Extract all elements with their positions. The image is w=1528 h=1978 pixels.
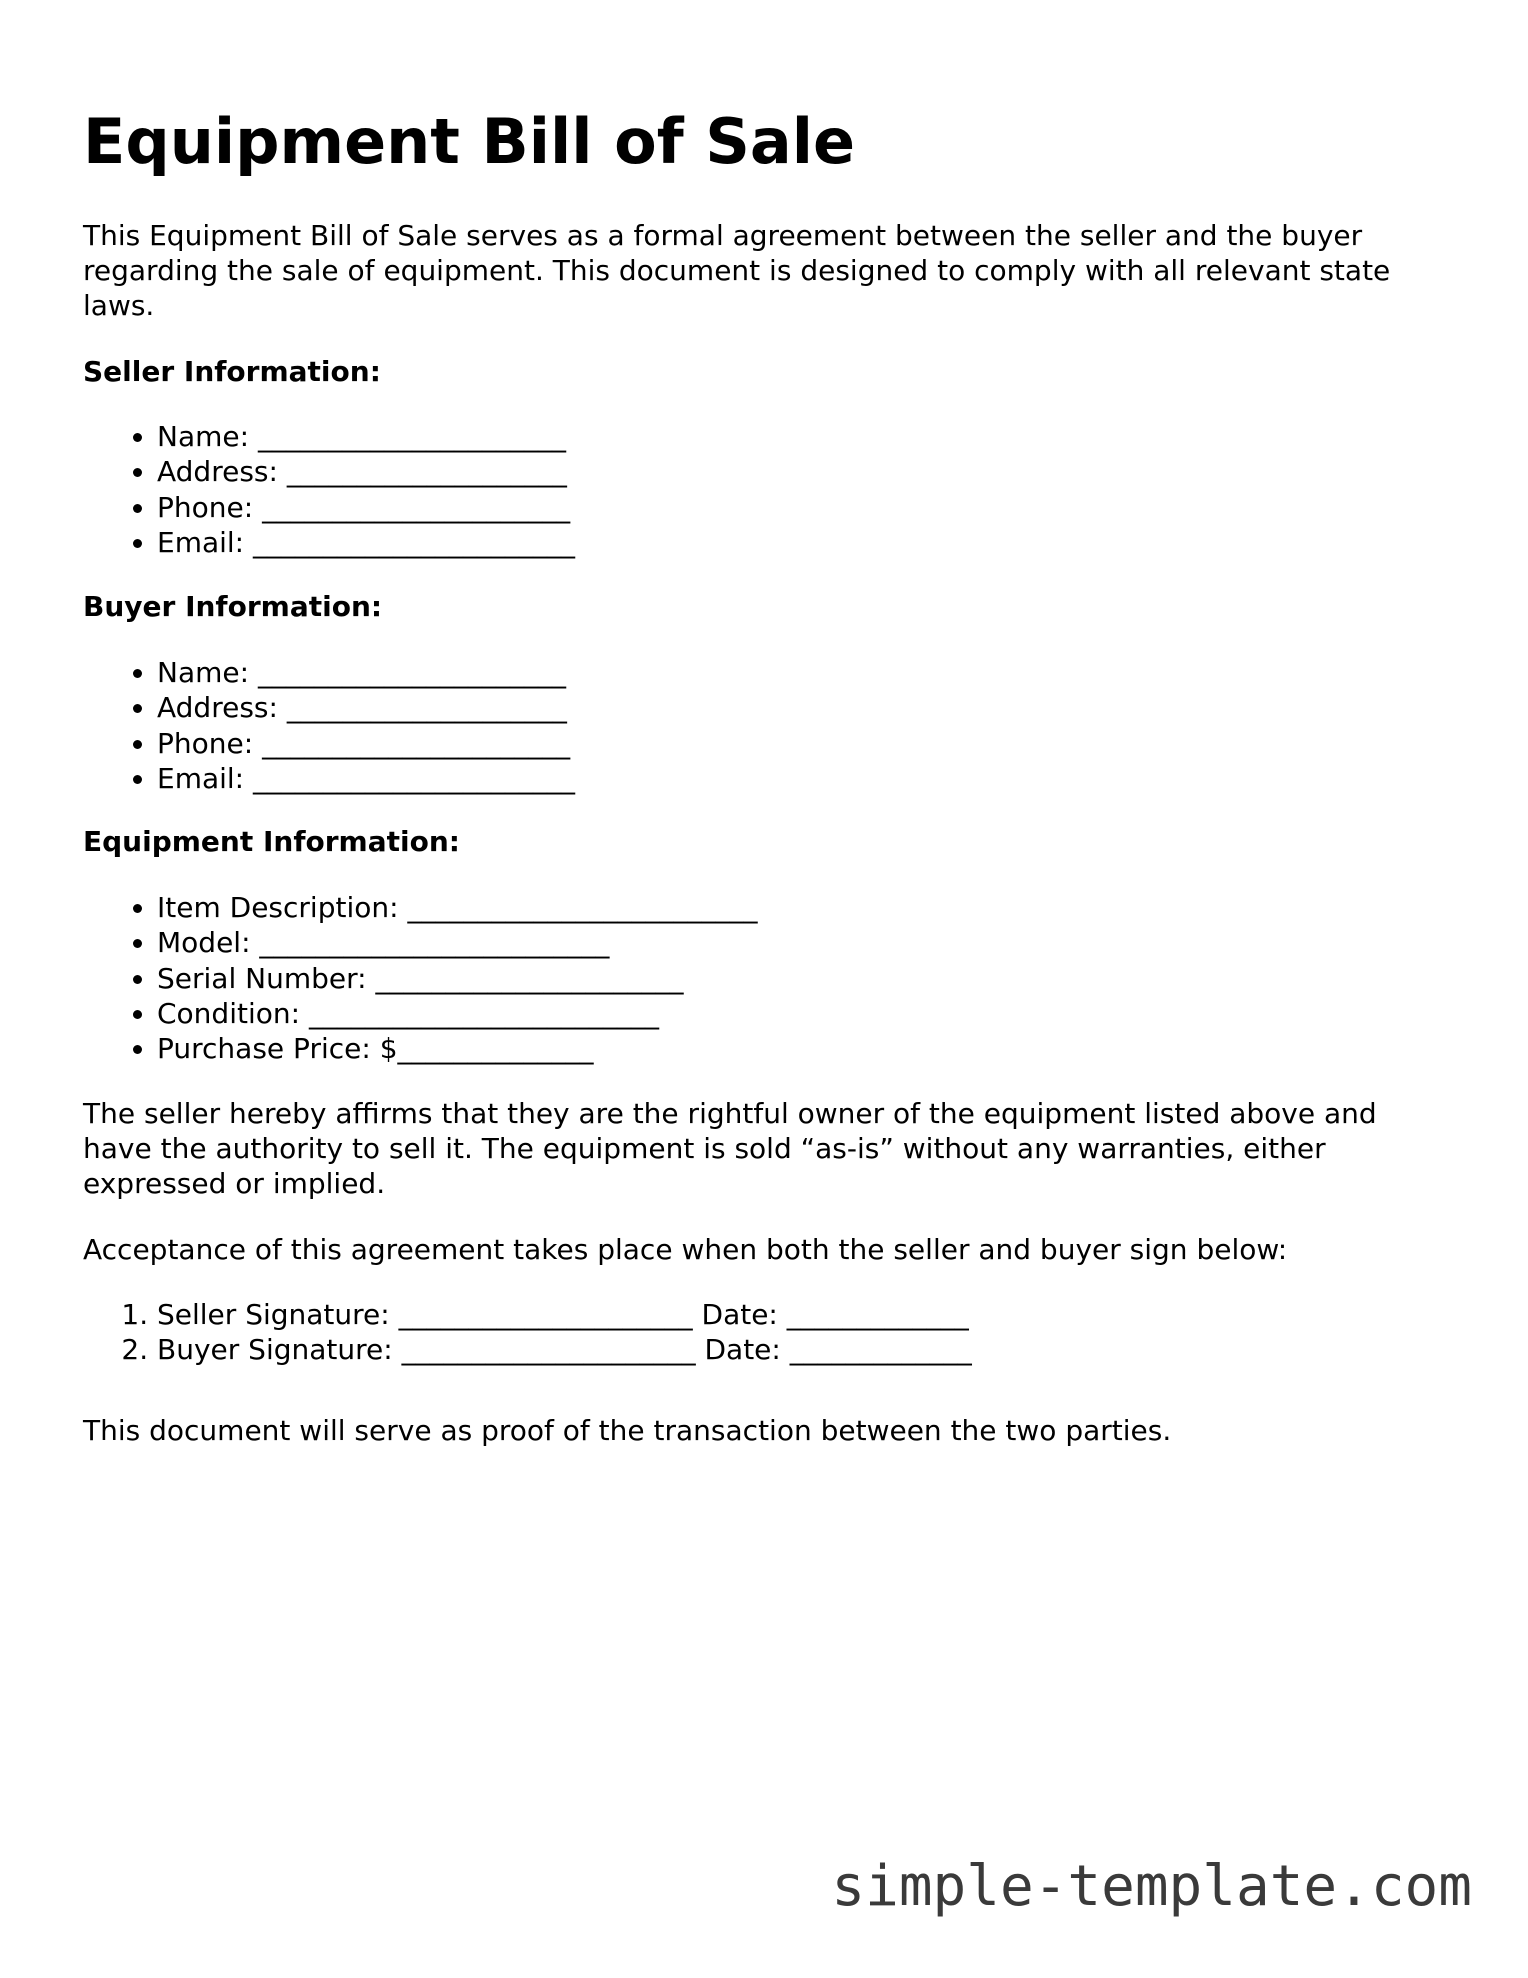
seller-email-field[interactable]: • Email: _______________________ [157,525,1527,560]
buyer-address-field[interactable]: • Address: ____________________ [157,690,1527,725]
document-title: Equipment Bill of Sale [83,105,856,178]
seller-list [83,419,1527,560]
condition-field[interactable]: • Condition: _________________________ [157,996,1527,1031]
acceptance-paragraph: Acceptance of this agreement takes place when both the seller and buyer sign below: [83,1233,1288,1266]
buyer-list [83,655,1527,796]
buyer-name-field[interactable]: • Name: ______________________ [157,655,1527,690]
seller-phone-field[interactable]: • Phone: ______________________ [157,490,1527,525]
buyer-heading: Buyer Information: [83,590,383,623]
purchase-price-field[interactable]: • Purchase Price: $______________ [157,1031,1527,1066]
buyer-phone-field[interactable]: • Phone: ______________________ [157,726,1527,761]
buyer-signature-line[interactable]: 2. Buyer Signature: _____________________ Date: _____________ [157,1332,1527,1367]
equipment-list [83,890,1527,1066]
affirmation-paragraph: The seller hereby affirms that they are the rightful owner of the equipment listed above and have the authority to sell it. The equipment is sold “as-is” without any warranties, either expressed or implied. [83,1097,1377,1200]
watermark: simple-template.com [831,1854,1472,1919]
seller-address-field[interactable]: • Address: ____________________ [157,454,1527,489]
seller-signature-line[interactable]: 1. Seller Signature: _____________________ Date: _____________ [157,1297,1527,1332]
seller-heading: Seller Information: [83,355,381,388]
equipment-heading: Equipment Information: [83,825,460,858]
signature-list [83,1297,1527,1368]
model-field[interactable]: • Model: _________________________ [157,925,1527,960]
buyer-email-field[interactable]: • Email: _______________________ [157,761,1527,796]
closing-paragraph: This document will serve as proof of the transaction between the two parties. [83,1414,1172,1447]
serial-number-field[interactable]: • Serial Number: ______________________ [157,961,1527,996]
seller-name-field[interactable]: • Name: ______________________ [157,419,1527,454]
item-description-field[interactable]: • Item Description: _________________________ [157,890,1527,925]
intro-paragraph: This Equipment Bill of Sale serves as a formal agreement between the seller and the buyer regarding the sale of equipment. This document is designed to comply with all relevant state laws. [83,219,1391,322]
